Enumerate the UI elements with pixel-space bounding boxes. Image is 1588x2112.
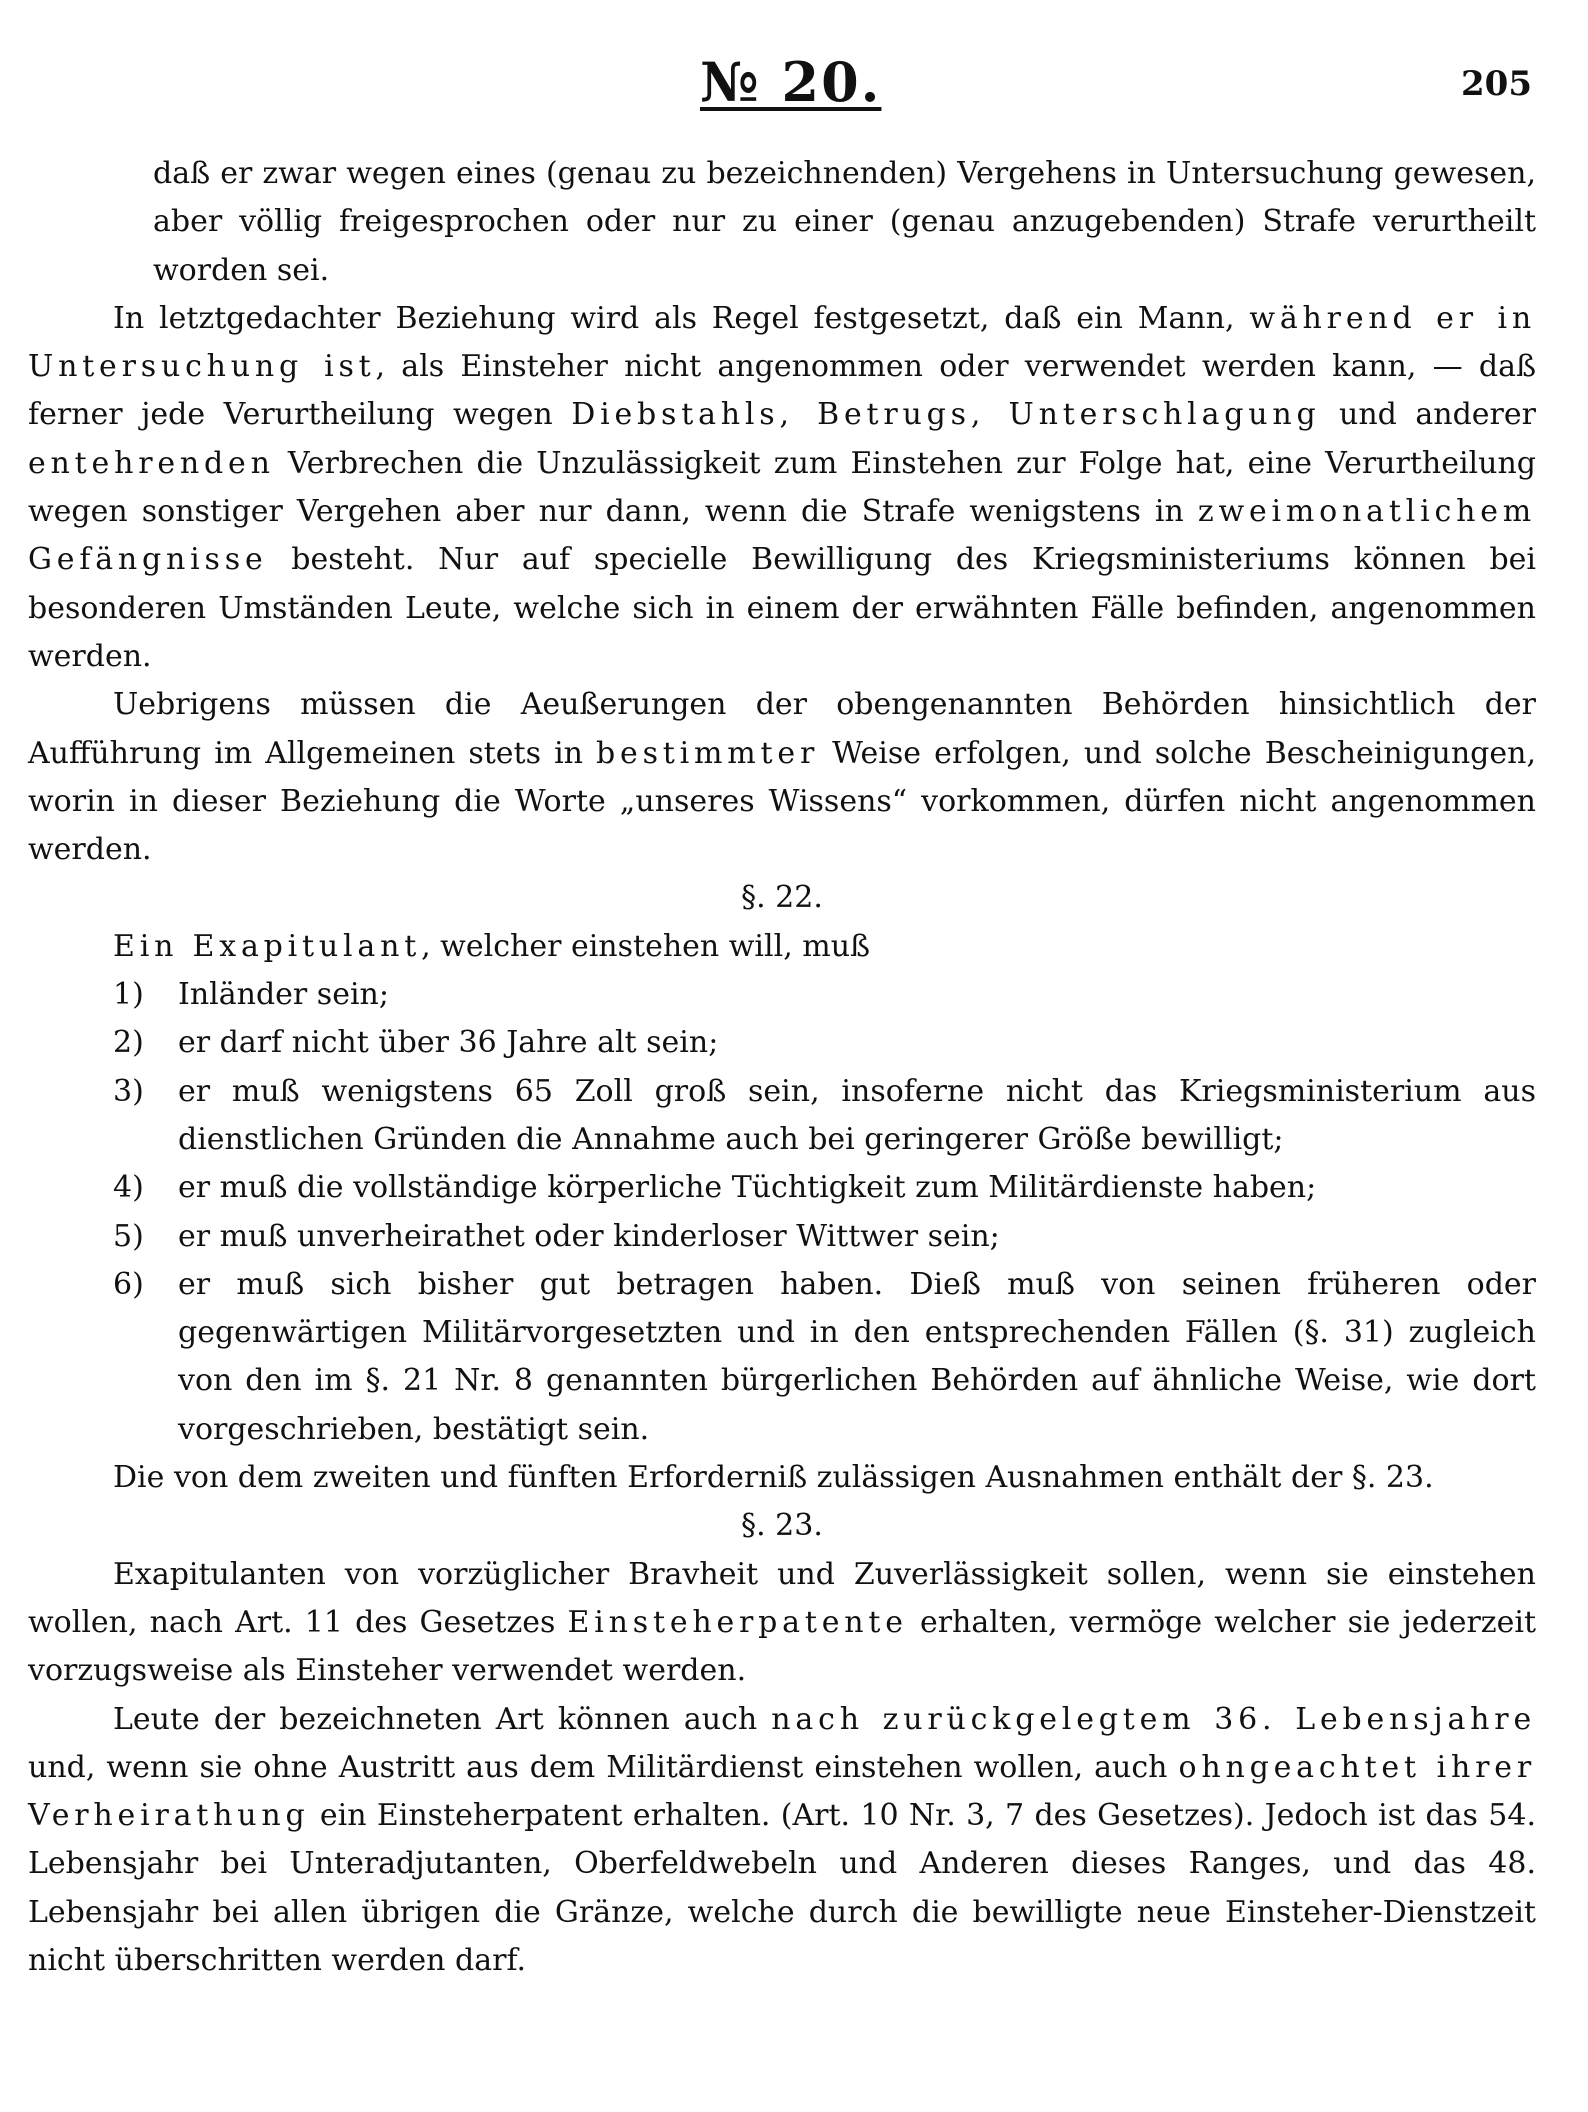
list-item-number: 1) bbox=[113, 977, 144, 1013]
emphasis-run: ohngeachtet ihrer Verheirathung bbox=[28, 1749, 1536, 1834]
paragraph-age-limits bbox=[28, 1696, 1536, 1986]
text-run: und, wenn sie ohne Austritt aus dem Militärdienst einstehen wollen, auch bbox=[28, 1749, 1179, 1785]
section-heading-22: §. 22. bbox=[741, 880, 823, 916]
list-item-number: 3) bbox=[113, 1073, 144, 1109]
list-item-text: er muß die vollständige körperliche Tüchtigkeit zum Militärdienste haben; bbox=[178, 1170, 1317, 1206]
issue-number: № 20. bbox=[700, 50, 882, 114]
emphasis-run: Ein Exapitulant bbox=[113, 928, 422, 964]
text-run: ein Einsteherpatent erhalten. (Art. 10 Nr. 3, 7 des Gesetzes). Jedoch ist das 54. Lebensjahr bei Unteradjutanten, Oberfeldwebeln und Anderen dieses Ranges, und das 48. Lebensjahr bei allen übrigen die Gränze, welche durch die bewilligte neue Einsteher-Dienstzeit nicht überschritten werden darf. bbox=[28, 1798, 1536, 1978]
section22-closing: Die von dem zweiten und fünften Erforderniß zulässigen Ausnahmen enthält der §. 23. bbox=[113, 1460, 1434, 1496]
section-heading-23: §. 23. bbox=[741, 1508, 823, 1544]
list-item bbox=[28, 1213, 1536, 1261]
emphasis-run: nach zurückgelegtem 36. Lebensjahre bbox=[771, 1701, 1536, 1737]
emphasis-run: Diebstahls, Betrugs, Unterschlagung bbox=[571, 397, 1321, 433]
text-run: erhalten, vermöge welcher sie jederzeit vorzugsweise als Einsteher verwendet werden. bbox=[28, 1604, 1537, 1689]
page-header bbox=[0, 50, 1588, 120]
page-number: 205 bbox=[1461, 64, 1532, 104]
list-item-text: er darf nicht über 36 Jahre alt sein; bbox=[178, 1025, 719, 1061]
text-run: , als Einsteher nicht angenommen oder verwendet werden kann, — daß ferner jede Verurtheilung wegen bbox=[28, 349, 1536, 433]
text-run: Verbrechen die Unzulässigkeit zum Einstehen zur Folge hat, eine Verurtheilung wegen sonstiger Vergehen aber nur dann, wenn die Strafe wenigstens in bbox=[28, 445, 1536, 530]
paragraph-regulation bbox=[28, 295, 1536, 681]
document-body bbox=[28, 150, 1536, 1985]
list-item-number: 2) bbox=[113, 1025, 144, 1061]
list-item-number: 6) bbox=[113, 1266, 144, 1302]
list-item-text: Inländer sein; bbox=[178, 977, 389, 1013]
emphasis-run: Einsteherpatente bbox=[567, 1604, 908, 1640]
list-item-number: 4) bbox=[113, 1170, 144, 1206]
text-run: Uebrigens müssen die Aeußerungen der obengenannten Behörden hinsichtlich der Aufführung im Allgemeinen stets in bbox=[28, 687, 1536, 771]
emphasis-run: während er in Untersuchung ist bbox=[28, 300, 1536, 385]
text-run: Exapitulanten von vorzüglicher Bravheit und Zuverlässigkeit sollen, wenn sie einstehen wollen, nach Art. 11 des Gesetzes bbox=[28, 1556, 1536, 1640]
paragraph-patents bbox=[28, 1551, 1536, 1696]
emphasis-run: entehrenden bbox=[28, 445, 275, 481]
list-item bbox=[28, 971, 1536, 1019]
text-run: Weise erfolgen, und solche Bescheinigungen, worin in dieser Beziehung die Worte „unseres Wissens“ vorkommen, dürfen nicht angenommen werden. bbox=[28, 735, 1536, 868]
list-item bbox=[28, 1164, 1536, 1212]
emphasis-run: bestimmter bbox=[596, 735, 820, 771]
list-item-text: er muß wenigstens 65 Zoll groß sein, insoferne nicht das Kriegsministerium aus dienstlichen Gründen die Annahme auch bei geringerer Größe bewilligt; bbox=[178, 1073, 1536, 1157]
text-run: und anderer bbox=[1320, 397, 1536, 433]
text-run: In letztgedachter Beziehung wird als Regel festgesetzt, daß ein Mann, bbox=[113, 300, 1250, 336]
text-run: besteht. Nur auf specielle Bewilligung des Kriegsministeriums können bei besonderen Umständen Leute, welche sich in einem der erwähnten Fälle befinden, angenommen werden. bbox=[28, 542, 1536, 674]
list-item-number: 5) bbox=[113, 1218, 144, 1254]
continued-paragraph: daß er zwar wegen eines (genau zu bezeichnenden) Vergehens in Untersuchung gewesen, aber völlig freigesprochen oder nur zu einer (genau anzugebenden) Strafe verurtheilt worden sei. bbox=[153, 156, 1536, 288]
text-run: , welcher einstehen will, muß bbox=[421, 928, 871, 964]
list-item-text: er muß sich bisher gut betragen haben. Dieß muß von seinen früheren oder gegenwärtigen Militärvorgesetzten und in den entsprechenden Fällen (§. 31) zugleich von den im §. 21 Nr. 8 genannten bürgerlichen Behörden auf ähnliche Weise, wie dort vorgeschrieben, bestätigt sein. bbox=[178, 1266, 1536, 1447]
list-item-text: er muß unverheirathet oder kinderloser Wittwer sein; bbox=[178, 1218, 1000, 1254]
emphasis-run: zweimonatlichem Gefängnisse bbox=[28, 494, 1536, 578]
text-run: Leute der bezeichneten Art können auch bbox=[113, 1701, 772, 1737]
list-item bbox=[28, 1068, 1536, 1165]
section22-intro bbox=[28, 923, 1536, 971]
list-item bbox=[28, 1261, 1536, 1454]
list-item bbox=[28, 1019, 1536, 1067]
paragraph-conduct bbox=[28, 681, 1536, 874]
